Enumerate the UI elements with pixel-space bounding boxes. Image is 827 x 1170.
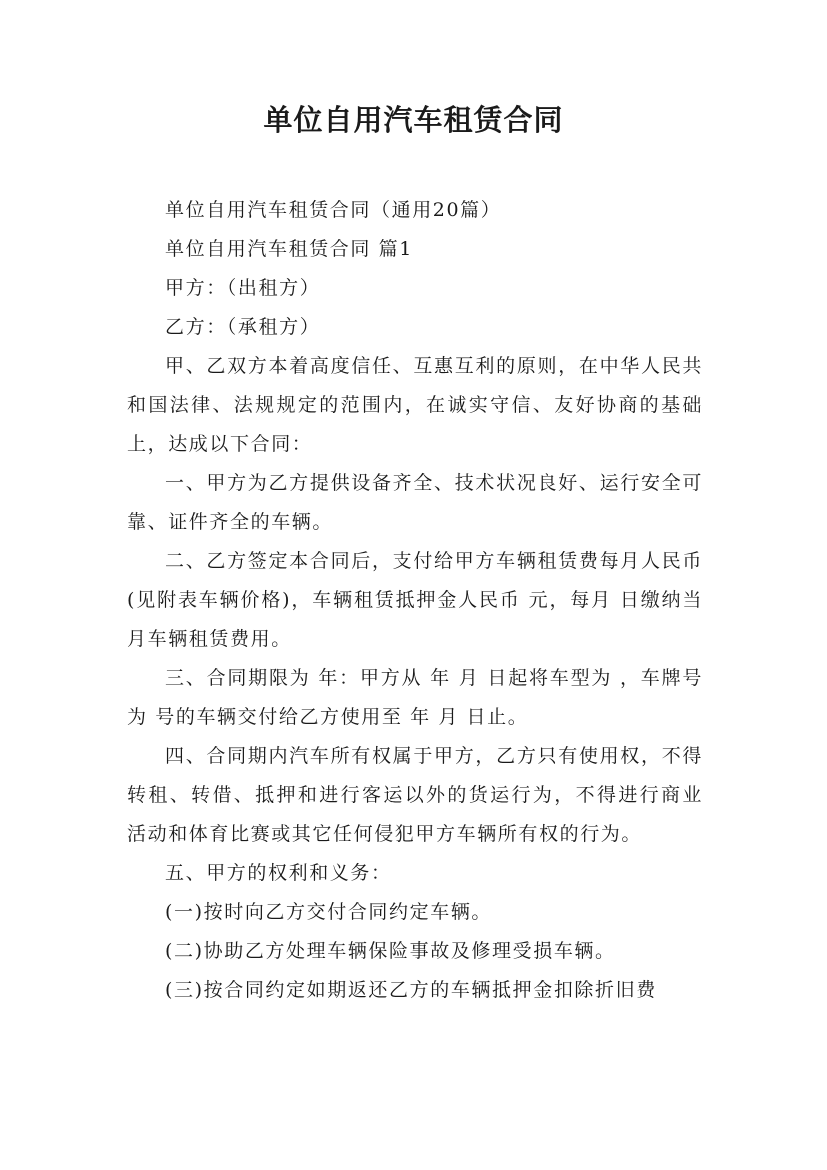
paragraph-party-a: 甲方：（出租方） [165, 277, 321, 299]
paragraph-clause-3: 三、合同期限为 年：甲方从 年 月 日起将车型为 ，车牌号为 号的车辆交付给乙方使用至 年 月 日止。 [127, 667, 703, 728]
paragraph-heading: 单位自用汽车租赁合同（通用20篇） [165, 199, 502, 221]
paragraph-clause-5: 五、甲方的权利和义务： [165, 862, 392, 884]
paragraph-clause-2: 二、乙方签定本合同后，支付给甲方车辆租赁费每月人民币(见附表车辆价格)，车辆租赁抵押金人民币 元，每月 日缴纳当月车辆租赁费用。 [127, 550, 703, 650]
document-title: 单位自用汽车租赁合同 [263, 103, 564, 137]
paragraph-clause-5-item-3: (三)按合同约定如期返还乙方的车辆抵押金扣除折旧费 [165, 979, 657, 1001]
paragraph-section-title: 单位自用汽车租赁合同 篇1 [165, 238, 413, 260]
paragraph-clause-5-item-1: (一)按时向乙方交付合同约定车辆。 [165, 901, 493, 923]
paragraph-party-b: 乙方：（承租方） [165, 316, 321, 338]
document-body [127, 191, 703, 1010]
paragraph-clause-1: 一、甲方为乙方提供设备齐全、技术状况良好、运行安全可靠、证件齐全的车辆。 [127, 472, 703, 533]
paragraph-clause-5-item-2: (二)协助乙方处理车辆保险事故及修理受损车辆。 [165, 940, 616, 962]
paragraph-preamble: 甲、乙双方本着高度信任、互惠互利的原则，在中华人民共和国法律、法规规定的范围内，在诚实守信、友好协商的基础上，达成以下合同： [127, 355, 703, 455]
paragraph-clause-4: 四、合同期内汽车所有权属于甲方，乙方只有使用权，不得转租、转借、抵押和进行客运以外的货运行为，不得进行商业活动和体育比赛或其它任何侵犯甲方车辆所有权的行为。 [127, 745, 703, 845]
